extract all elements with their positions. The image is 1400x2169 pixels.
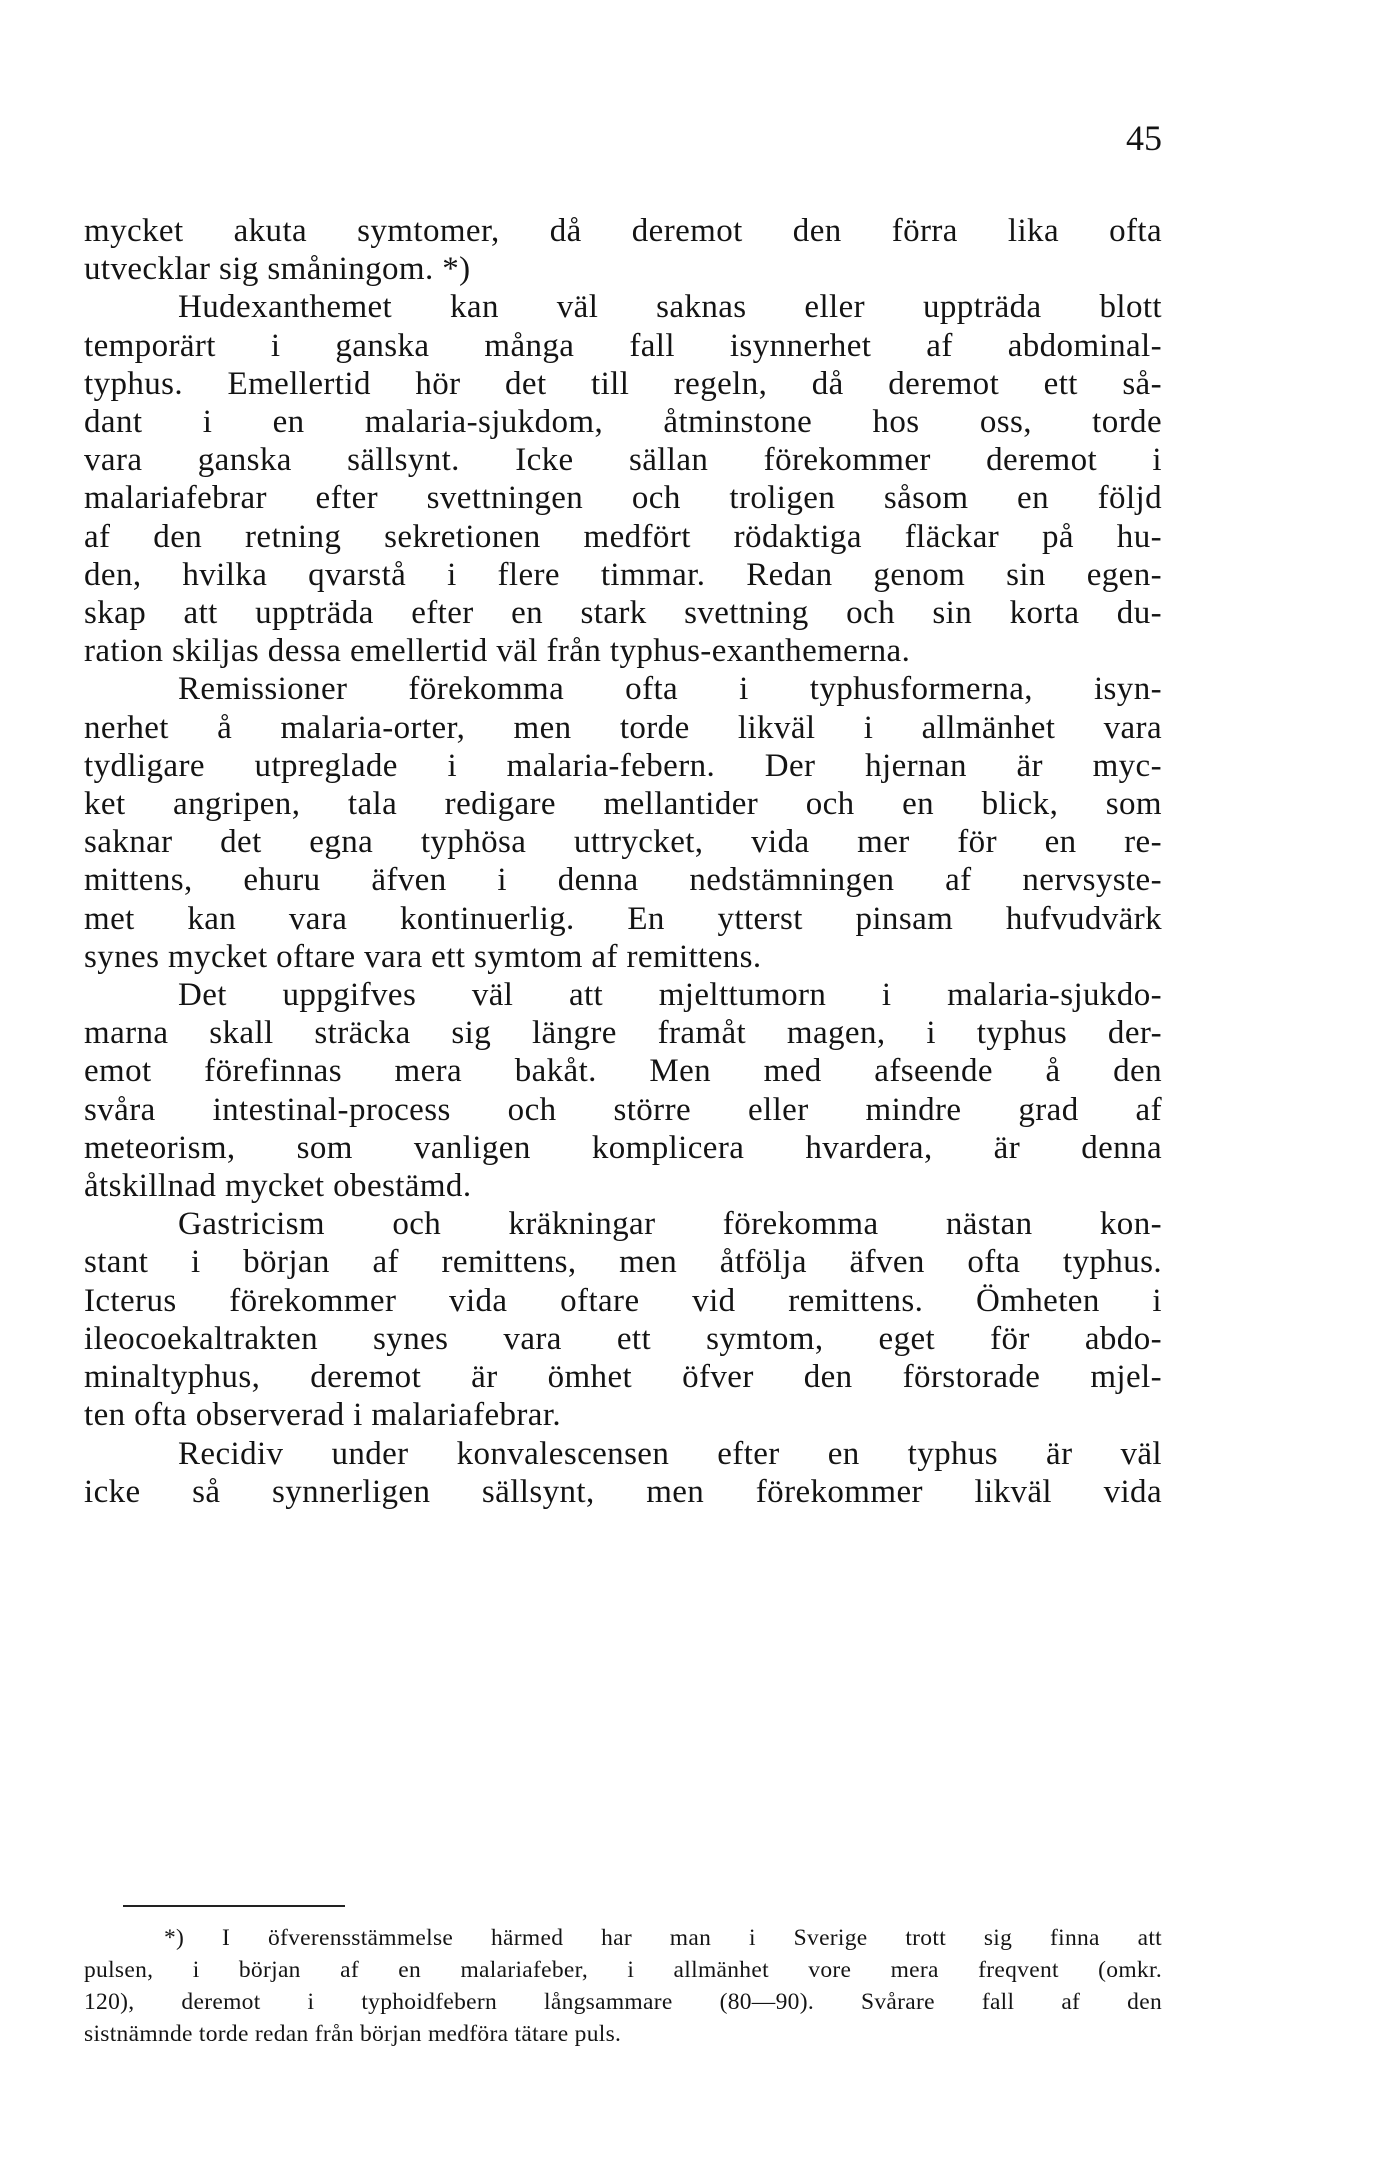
text-line: nerhet å malaria-orter, men torde likväl i allmänhet vara	[84, 709, 1162, 746]
text-line: mittens, ehuru äfven i denna nedstämningen af nervsyste-	[84, 862, 1162, 899]
text-line: dant i en malaria-sjukdom, åtminstone hos oss, torde	[84, 404, 1162, 441]
text-line: Gastricism och kräkningar förekomma nästan kon-	[178, 1206, 1162, 1243]
text-line: icke så synnerligen sällsynt, men förekommer likväl vida	[84, 1473, 1162, 1510]
text-line: Det uppgifves väl att mjelttumorn i malaria-sjukdo-	[178, 977, 1162, 1014]
footnote-line: *) I öfverensstämmelse härmed har man i Sverige trott sig finna att	[164, 1925, 1162, 1951]
body-text	[84, 212, 1162, 1511]
text-line: Recidiv under konvalescensen efter en typhus är väl	[178, 1435, 1162, 1472]
text-line: den, hvilka qvarstå i flere timmar. Redan genom sin egen-	[84, 556, 1162, 593]
footnote-line: pulsen, i början af en malariafeber, i allmänhet vore mera freqvent (omkr.	[84, 1957, 1162, 1983]
text-line: mycket akuta symtomer, då deremot den förra lika ofta	[84, 213, 1162, 249]
text-line: marna skall sträcka sig längre framåt magen, i typhus der-	[84, 1015, 1162, 1052]
text-line: stant i början af remittens, men åtfölja äfven ofta typhus.	[84, 1244, 1162, 1281]
text-line: utvecklar sig småningom. *)	[84, 251, 471, 288]
text-line: Remissioner förekomma ofta i typhusformerna, isyn-	[178, 671, 1162, 708]
text-line: emot förefinnas mera bakåt. Men med afseende å den	[84, 1053, 1162, 1090]
text-line: Hudexanthemet kan väl saknas eller uppträda blott	[178, 289, 1162, 326]
text-line: af den retning sekretionen medfört rödaktiga fläckar på hu-	[84, 518, 1162, 555]
text-line: åtskillnad mycket obestämd.	[84, 1168, 472, 1205]
text-line: svåra intestinal-process och större eller mindre grad af	[84, 1091, 1162, 1128]
footnote-line: sistnämnde torde redan från början medföra tätare puls.	[84, 2021, 622, 2047]
text-line: ket angripen, tala redigare mellantider och en blick, som	[84, 786, 1162, 823]
text-line: ten ofta observerad i malariafebrar.	[84, 1397, 562, 1434]
text-line: synes mycket oftare vara ett symtom af remittens.	[84, 938, 762, 975]
text-line: vara ganska sällsynt. Icke sällan förekommer deremot i	[84, 442, 1162, 479]
text-line: tydligare utpreglade i malaria-febern. Der hjernan är myc-	[84, 747, 1162, 784]
text-line: met kan vara kontinuerlig. En ytterst pinsam hufvudvärk	[84, 900, 1162, 937]
text-line: typhus. Emellertid hör det till regeln, då deremot ett så-	[84, 365, 1162, 402]
page-number: 45	[1126, 118, 1162, 158]
text-line: minaltyphus, deremot är ömhet öfver den förstorade mjel-	[84, 1359, 1162, 1396]
text-line: skap att uppträda efter en stark svettning och sin korta du-	[84, 595, 1162, 632]
text-line: temporärt i ganska många fall isynnerhet af abdominal-	[84, 327, 1162, 364]
text-line: malariafebrar efter svettningen och troligen såsom en följd	[84, 480, 1162, 517]
text-line: meteorism, som vanligen komplicera hvardera, är denna	[84, 1129, 1162, 1166]
text-line: saknar det egna typhösa uttrycket, vida mer för en re-	[84, 824, 1162, 861]
footnote-divider	[123, 1905, 345, 1907]
text-line: ration skiljas dessa emellertid väl från typhus-exanthemerna.	[84, 633, 911, 670]
text-line: Icterus förekommer vida oftare vid remittens. Ömheten i	[84, 1282, 1162, 1319]
text-line: ileocoekaltrakten synes vara ett symtom, eget för abdo-	[84, 1320, 1162, 1357]
footnote-line: 120), deremot i typhoidfebern långsammare (80—90). Svårare fall af den	[84, 1989, 1162, 2015]
footnote	[84, 1922, 1162, 2050]
